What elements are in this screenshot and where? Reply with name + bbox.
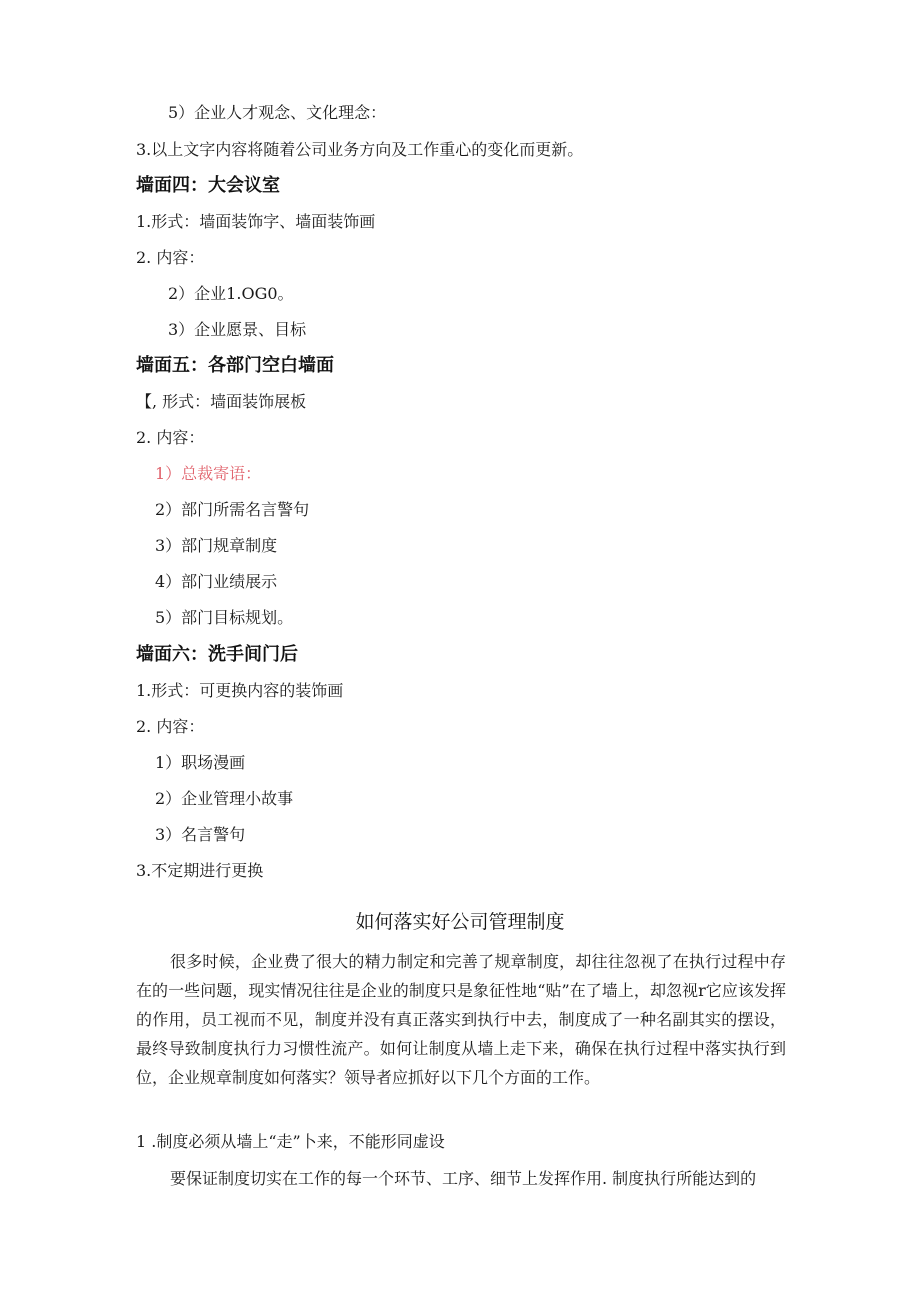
s3-item-5: 5）企业人才观念、文化理念：	[168, 103, 387, 122]
wall6-item: 1）职场漫画	[155, 753, 246, 772]
wall5-item: 5）部门目标规划。	[155, 608, 294, 627]
wall4-form: 1.形式：墙面装饰字、墙面装饰画	[136, 212, 376, 231]
article-intro-paragraph: 很多时候，企业费了很大的精力制定和完善了规章制度，却往往忽视了在执行过程中存在的一些问题，现实情况往往是企业的制度只是象征性地“贴”在了墙上，却忽视r它应该发挥的作用，员工视而不见，制度并没有真正落实到执行中去，制度成了一种名副其实的摆设，最终导致制度执行力习惯性流产。如何让制度从墙上走下来，确保在执行过程中落实执行到位，企业规章制度如何落实？领导者应抓好以下几个方面的工作。	[136, 952, 786, 1087]
wall5-content-label: 2. 内容：	[136, 428, 205, 447]
s3-point-3: 3.以上文字内容将随着公司业务方向及工作重心的变化而更新。	[136, 140, 584, 159]
wall5-item: 2）部门所需名言警句	[155, 500, 310, 519]
wall4-item: 3）企业愿景、目标	[168, 320, 307, 339]
wall5-form: 【, 形式：墙面装饰展板	[136, 392, 307, 411]
wall4-item: 2）企业1.OG0。	[168, 284, 294, 303]
wall6-item: 2）企业管理小故事	[155, 789, 294, 808]
wall6-item: 3）名言警句	[155, 825, 246, 844]
wall5-heading: 墙面五：各部门空白墙面	[136, 355, 334, 376]
wall5-item-highlight: 1）总裁寄语：	[155, 464, 262, 483]
wall4-content-label: 2. 内容：	[136, 248, 205, 267]
wall6-content-label: 2. 内容：	[136, 717, 205, 736]
wall6-point-3: 3.不定期进行更换	[136, 861, 264, 880]
wall6-form: 1.形式：可更换内容的装饰画	[136, 681, 344, 700]
wall6-heading: 墙面六：洗手间门后	[136, 644, 298, 665]
wall4-heading: 墙面四：大会议室	[136, 175, 280, 196]
wall5-item: 4）部门业绩展示	[155, 572, 278, 591]
section-1-heading: 1 .制度必须从墙上“走”卜来，不能形同虚设	[136, 1132, 445, 1151]
wall5-item: 3）部门规章制度	[155, 536, 278, 555]
article-paragraph-2: 要保证制度切实在工作的每一个环节、工序、细节上发挥作用. 制度执行所能达到的	[170, 1169, 757, 1188]
article-title: 如何落实好公司管理制度	[355, 911, 565, 933]
